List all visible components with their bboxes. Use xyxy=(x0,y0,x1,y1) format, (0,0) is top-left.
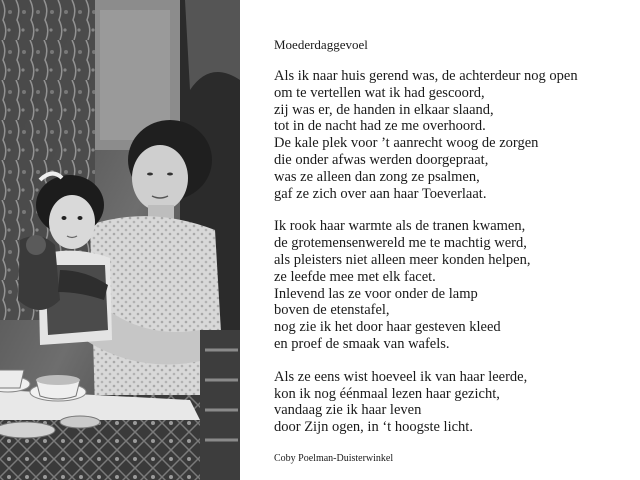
poem-title: Moederdaggevoel xyxy=(274,37,368,52)
poem-line: als pleisters niet alleen meer konden helpen, xyxy=(274,251,531,268)
poem-line: nog zie ik het door haar gesteven kleed xyxy=(274,319,501,336)
poem-line: door Zijn ogen, in ‘t hoogste licht. xyxy=(274,419,473,436)
poem-line: kon ik nog éénmaal lezen haar gezicht, xyxy=(274,385,500,402)
poem-line: die onder afwas werden doorgepraat, xyxy=(274,151,489,168)
poem-line: Ik rook haar warmte als de tranen kwamen, xyxy=(274,218,526,235)
poem-line: vandaag zie ik haar leven xyxy=(274,402,422,419)
family-photo xyxy=(0,0,240,480)
poem-line: Inlevend las ze voor onder de lamp xyxy=(274,285,478,302)
poem-line: boven de etenstafel, xyxy=(274,302,390,319)
stanza-1 xyxy=(274,68,640,202)
poem-line: was ze alleen dan zong ze psalmen, xyxy=(274,168,480,185)
poem-line: om te vertellen wat ik had gescoord, xyxy=(274,84,485,101)
poem-line: tot in de nacht had ze me overhoord. xyxy=(274,118,486,135)
stanza-3 xyxy=(274,369,640,436)
poem-line: De kale plek voor ’t aanrecht woog de zorgen xyxy=(274,135,539,152)
poem-line: gaf ze zich over aan haar Toeverlaat. xyxy=(274,185,487,202)
photo-illustration xyxy=(0,0,240,480)
poem-line: zij was er, de handen in elkaar slaand, xyxy=(274,101,494,118)
poem-author: Coby Poelman-Duisterwinkel xyxy=(274,452,394,464)
poem-line: de grotemensenwereld me te machtig werd, xyxy=(274,235,527,252)
poem xyxy=(274,36,640,480)
poem-line: en proef de smaak van wafels. xyxy=(274,335,450,352)
poem-line: Als ik naar huis gerend was, de achterdeur nog open xyxy=(274,68,578,84)
stanza-2 xyxy=(274,218,640,352)
poem-line: ze leefde mee met elk facet. xyxy=(274,268,436,285)
poem-line: Als ze eens wist hoeveel ik van haar leerde, xyxy=(274,368,528,385)
